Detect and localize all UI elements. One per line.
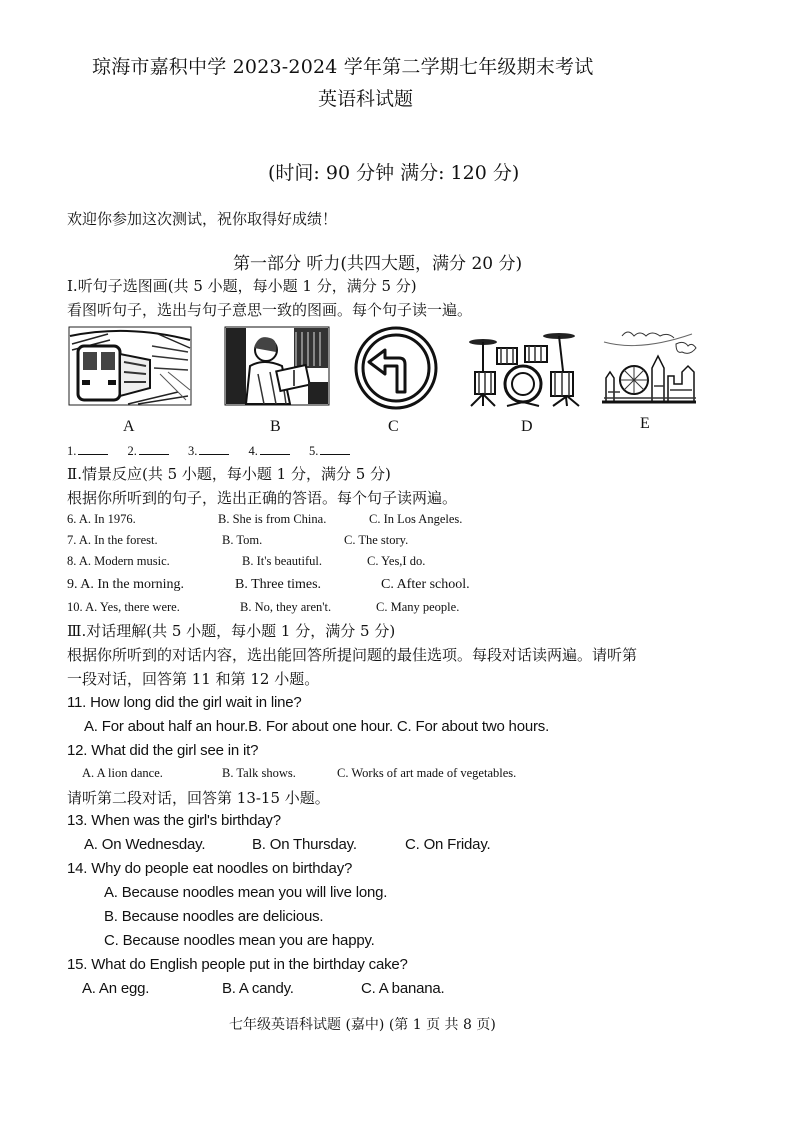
question-10: 10. A. Yes, there were. xyxy=(67,600,180,614)
picture-label-d: D xyxy=(521,418,533,435)
time-info: (时间: 90 分钟 满分: 120 分) xyxy=(268,162,520,184)
question-12-c: C. Works of art made of vegetables. xyxy=(337,766,517,780)
answer-blank-2[interactable]: 2. xyxy=(128,444,169,458)
picture-label-a: A xyxy=(123,418,135,435)
question-14-b: B. Because noodles are delicious. xyxy=(104,908,324,925)
part1-title: 第一部分 听力(共四大题，满分 20 分) xyxy=(233,254,523,274)
question-15-c: C. A banana. xyxy=(361,980,445,997)
answer-blank-4[interactable]: 4. xyxy=(249,444,290,458)
question-13: 13. When was the girl's birthday? xyxy=(67,812,281,829)
question-7-b: B. Tom. xyxy=(222,533,263,547)
question-15-b: B. A candy. xyxy=(222,980,294,997)
question-10-c: C. Many people. xyxy=(376,600,460,614)
answer-blanks xyxy=(67,443,350,459)
question-12: 12. What did the girl see in it? xyxy=(67,742,259,759)
question-12-a: A. A lion dance. xyxy=(82,766,163,780)
question-15: 15. What do English people put in the birthday cake? xyxy=(67,956,408,973)
question-13-b: B. On Thursday. xyxy=(252,836,357,853)
answer-blank-1[interactable]: 1. xyxy=(67,444,108,458)
section2-heading: Ⅱ.情景反应(共 5 小题，每小题 1 分，满分 5 分) xyxy=(67,465,391,483)
page-footer: 七年级英语科试题 (嘉中) (第 1 页 共 8 页) xyxy=(229,1017,496,1033)
section3-heading: Ⅲ.对话理解(共 5 小题，每小题 1 分，满分 5 分) xyxy=(67,622,396,640)
question-6-c: C. In Los Angeles. xyxy=(369,512,463,526)
drum-kit-icon xyxy=(467,328,581,408)
picture-label-c: C xyxy=(388,418,399,435)
question-14-a: A. Because noodles mean you will live long. xyxy=(104,884,388,901)
picture-label-e: E xyxy=(640,415,650,432)
exam-subject: 英语科试题 xyxy=(318,88,414,110)
picture-label-b: B xyxy=(270,418,281,435)
answer-blank-3[interactable]: 3. xyxy=(188,444,229,458)
question-7: 7. A. In the forest. xyxy=(67,533,158,547)
answer-blank-5[interactable]: 5. xyxy=(309,444,350,458)
section1-instruction: 看图听句子，选出与句子意思一致的图画。每个句子读一遍。 xyxy=(67,301,473,319)
question-7-c: C. The story. xyxy=(344,533,409,547)
question-9-c: C. After school. xyxy=(381,577,470,592)
welcome-text: 欢迎你参加这次测试，祝你取得好成绩！ xyxy=(67,210,338,228)
question-9: 9. A. In the morning. xyxy=(67,577,185,592)
question-10-b: B. No, they aren't. xyxy=(240,600,332,614)
question-11: 11. How long did the girl wait in line? xyxy=(67,694,302,711)
question-6-b: B. She is from China. xyxy=(218,512,327,526)
question-8: 8. A. Modern music. xyxy=(67,554,170,568)
woman-reading-icon xyxy=(224,326,330,406)
question-14-c: C. Because noodles mean you are happy. xyxy=(104,932,375,949)
turn-left-sign-icon xyxy=(353,326,439,410)
question-6: 6. A. In 1976. xyxy=(67,512,136,526)
london-skyline-icon xyxy=(600,326,698,406)
question-8-b: B. It's beautiful. xyxy=(242,554,323,568)
question-13-a: A. On Wednesday. xyxy=(84,836,206,853)
section3-instruction-line2: 一段对话，回答第 11 和第 12 小题。 xyxy=(67,670,320,688)
question-15-a: A. An egg. xyxy=(82,980,150,997)
question-14: 14. Why do people eat noodles on birthday? xyxy=(67,860,353,877)
question-9-b: B. Three times. xyxy=(235,577,322,592)
question-12-b: B. Talk shows. xyxy=(222,766,296,780)
dialogue2-instruction: 请听第二段对话，回答第 13-15 小题。 xyxy=(67,789,330,807)
section1-heading: Ⅰ.听句子选图画(共 5 小题，每小题 1 分，满分 5 分) xyxy=(67,277,417,295)
subway-train-icon xyxy=(68,326,192,406)
question-8-c: C. Yes,I do. xyxy=(367,554,426,568)
question-13-c: C. On Friday. xyxy=(405,836,491,853)
section3-instruction-line1: 根据你所听到的对话内容，选出能回答所提问题的最佳选项。每段对话读两遍。请听第 xyxy=(67,646,638,664)
question-11-options: A. For about half an hour.B. For about one hour. C. For about two hours. xyxy=(84,718,550,735)
exam-title: 琼海市嘉积中学 2023-2024 学年第二学期七年级期末考试 xyxy=(92,56,594,78)
section2-instruction: 根据你所听到的句子，选出正确的答语。每个句子读两遍。 xyxy=(67,489,458,507)
